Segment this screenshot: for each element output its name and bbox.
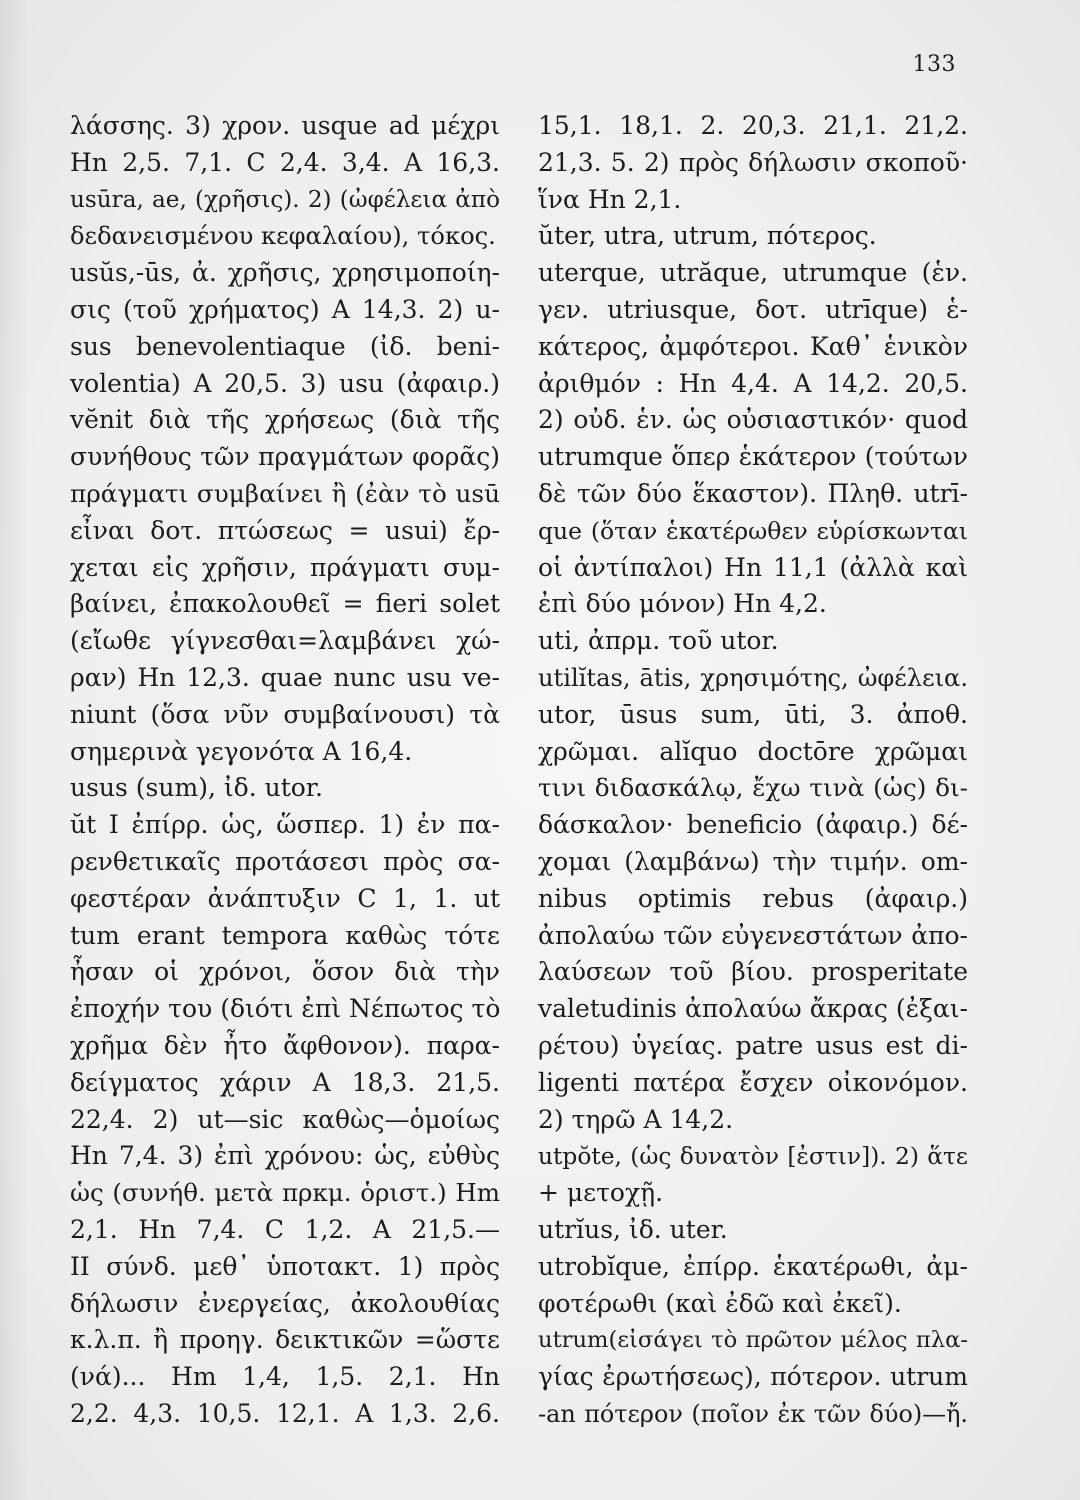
left-line: 22,4. 2) ut—sic καθὼς—ὁμοίως bbox=[70, 1104, 500, 1134]
left-line: εἶναι δοτ. πτώσεως = usui) ἔρ- bbox=[70, 515, 500, 545]
left-line: (εἴωθε γίγνεσθαι=λαμβάνει χώ- bbox=[70, 626, 500, 656]
left-line: niunt (ὅσα νῦν συμβαίνουσι) τὰ bbox=[70, 699, 500, 729]
left-line: Hn 7,4. 3) ἐπὶ χρόνου: ὡς, εὐθὺς bbox=[70, 1141, 500, 1171]
right-line: uti, ἀπρμ. τοῦ utor. bbox=[538, 626, 779, 656]
left-line: vĕnit διὰ τῆς χρήσεως (διὰ τῆς bbox=[70, 405, 500, 435]
right-line: λαύσεων τοῦ βίου. prosperitate bbox=[538, 957, 968, 987]
right-line: δάσκαλον· beneficio (ἀφαιρ.) δέ- bbox=[538, 810, 968, 840]
right-line: 2) τηρῶ A 14,2. bbox=[538, 1104, 734, 1134]
left-line: βαίνει, ἐπακολουθεῖ = fieri solet bbox=[70, 589, 500, 619]
left-line: ŭt I ἐπίρρ. ὡς, ὥσπερ. 1) ἐν πα- bbox=[70, 810, 500, 840]
right-line: utilĭtas, ātis, χρησιμότης, ὠφέλεια. bbox=[538, 663, 968, 692]
left-line: (νά)... Hm 1,4, 1,5. 2,1. Hn bbox=[70, 1362, 500, 1392]
left-line: ἦσαν οἱ χρόνοι, ὅσον διὰ τὴν bbox=[70, 957, 500, 987]
right-line: χομαι (λαμβάνω) τὴν τιμήν. om- bbox=[538, 846, 968, 876]
right-line: φοτέρωθι (καὶ ἐδῶ καὶ ἐκεῖ). bbox=[538, 1288, 902, 1318]
left-column bbox=[70, 108, 500, 1433]
left-line: sus benevolentiaque (ἰδ. beni- bbox=[70, 331, 500, 361]
right-line: ἵνα Hn 2,1. bbox=[538, 184, 682, 214]
page-number: 133 bbox=[912, 52, 956, 77]
left-line: 2,2. 4,3. 10,5. 12,1. A 1,3. 2,6. bbox=[70, 1398, 500, 1428]
right-line: utpŏte, (ὡς δυνατὸν [ἐστιν]). 2) ἅτε bbox=[538, 1142, 968, 1171]
left-line: II σύνδ. μεθ᾽ ὑποτακτ. 1) πρὸς bbox=[70, 1251, 500, 1281]
right-line: οἱ ἀντίπαλοι) Hn 11,1 (ἀλλὰ καὶ bbox=[538, 552, 968, 582]
left-line: usus (sum), ἰδ. utor. bbox=[70, 773, 323, 803]
left-line: ὡς (συνήθ. μετὰ πρκμ. ὁριστ.) Hm bbox=[70, 1178, 500, 1208]
right-line: utrĭus, ἰδ. uter. bbox=[538, 1214, 728, 1244]
left-line: δήλωσιν ἐνεργείας, ἀκολουθίας bbox=[70, 1288, 500, 1318]
left-line: tum erant tempora καθὼς τότε bbox=[70, 920, 500, 950]
right-column bbox=[538, 108, 968, 1433]
right-line: utor, ūsus sum, ūti, 3. ἀποθ. bbox=[538, 699, 968, 729]
left-line: ἐποχήν του (διότι ἐπὶ Νέπωτος τὸ bbox=[70, 994, 501, 1024]
right-line: ρέτου) ὑγείας. patre usus est di- bbox=[538, 1030, 968, 1060]
right-line: 2) οὐδ. ἑν. ὡς οὐσιαστικόν· quod bbox=[538, 405, 968, 435]
left-line: volentia) A 20,5. 3) usu (ἀφαιρ.) bbox=[70, 368, 500, 398]
right-line: valetudinis ἀπολαύω ἄκρας (ἐξαι- bbox=[538, 994, 968, 1024]
right-line: ἐπὶ δύο μόνον) Hn 4,2. bbox=[538, 589, 827, 619]
right-line: ŭter, utra, utrum, πότερος. bbox=[538, 221, 877, 251]
right-line: utrum(εἰσάγει τὸ πρῶτον μέλος πλα- bbox=[538, 1327, 968, 1354]
left-line: χρῆμα δὲν ἦτο ἄφθονον). παρα- bbox=[70, 1030, 500, 1060]
right-line: -an πότερον (ποῖον ἐκ τῶν δύο)—ἤ. bbox=[538, 1399, 968, 1428]
left-line: φεστέραν ἀνάπτυξιν C 1, 1. ut bbox=[70, 883, 500, 913]
left-line: usŭs,-ūs, ἀ. χρῆσις, χρησιμοποίη- bbox=[70, 258, 500, 288]
right-line: γίας ἐρωτήσεως), πότερον. utrum bbox=[538, 1362, 968, 1392]
left-line: συνήθους τῶν πραγμάτων φορᾶς) bbox=[70, 442, 500, 472]
right-line: utrumque ὅπερ ἑκάτερον (τούτων bbox=[538, 442, 968, 472]
left-line: κ.λ.π. ἢ προηγ. δεικτικῶν =ὥστε bbox=[70, 1325, 500, 1355]
left-line: δείγματος χάριν A 18,3. 21,5. bbox=[70, 1067, 500, 1097]
right-line: + μετοχῇ. bbox=[538, 1178, 664, 1208]
right-line: uterque, utrăque, utrumque (ἑν. bbox=[538, 258, 968, 288]
left-line: χεται εἰς χρῆσιν, πράγματι συμ- bbox=[70, 552, 500, 582]
right-line: τινι διδασκάλῳ, ἔχω τινὰ (ὡς) δι- bbox=[538, 773, 968, 803]
right-line: δὲ τῶν δύο ἕκαστον). Πληθ. utrī- bbox=[538, 478, 968, 508]
right-line: ligenti πατέρα ἔσχεν οἰκονόμον. bbox=[538, 1067, 968, 1097]
left-line: ραν) Hn 12,3. quae nunc usu ve- bbox=[70, 662, 500, 692]
right-line: utrobĭque, ἐπίρρ. ἑκατέρωθι, ἀμ- bbox=[538, 1251, 968, 1281]
page-fold-shadow bbox=[0, 0, 28, 1500]
right-line: nibus optimis rebus (ἀφαιρ.) bbox=[538, 883, 968, 913]
right-line: γεν. utriusque, δοτ. utrīque) ἑ- bbox=[538, 294, 968, 324]
left-line: πράγματι συμβαίνει ἢ (ἐὰν τὸ usū bbox=[70, 478, 500, 508]
right-line: 15,1. 18,1. 2. 20,3. 21,1. 21,2. bbox=[538, 111, 968, 140]
left-line: 2,1. Hn 7,4. C 1,2. A 21,5.— bbox=[70, 1214, 500, 1244]
right-line: χρῶμαι. alĭquo doctōre χρῶμαι bbox=[538, 736, 968, 766]
left-line: σημερινὰ γεγονότα A 16,4. bbox=[70, 736, 413, 766]
right-line: ἀπολαύω τῶν εὐγενεστάτων ἀπο- bbox=[538, 920, 968, 950]
right-line: 21,3. 5. 2) πρὸς δήλωσιν σκοποῦ· bbox=[538, 147, 968, 177]
left-line: δεδανεισμένου κεφαλαίου), τόκος. bbox=[70, 222, 496, 251]
right-line: que (ὅταν ἑκατέρωθεν εὑρίσκωνται bbox=[538, 516, 968, 545]
left-line: Hn 2,5. 7,1. C 2,4. 3,4. A 16,3. bbox=[70, 147, 500, 177]
right-line: ἀριθμόν : Hn 4,4. A 14,2. 20,5. bbox=[538, 368, 968, 398]
left-line: usūra, ae, (χρῆσις). 2) (ὠφέλεια ἀπὸ bbox=[70, 186, 500, 213]
left-line: λάσσης. 3) χρον. usque ad μέχρι bbox=[70, 111, 500, 140]
right-line: κάτερος, ἀμφότεροι. Καθ᾽ ἑνικὸν bbox=[538, 331, 968, 361]
left-line: ρενθετικαῖς προτάσεσι πρὸς σα- bbox=[70, 846, 500, 876]
left-line: σις (τοῦ χρήματος) A 14,3. 2) u- bbox=[70, 294, 500, 324]
